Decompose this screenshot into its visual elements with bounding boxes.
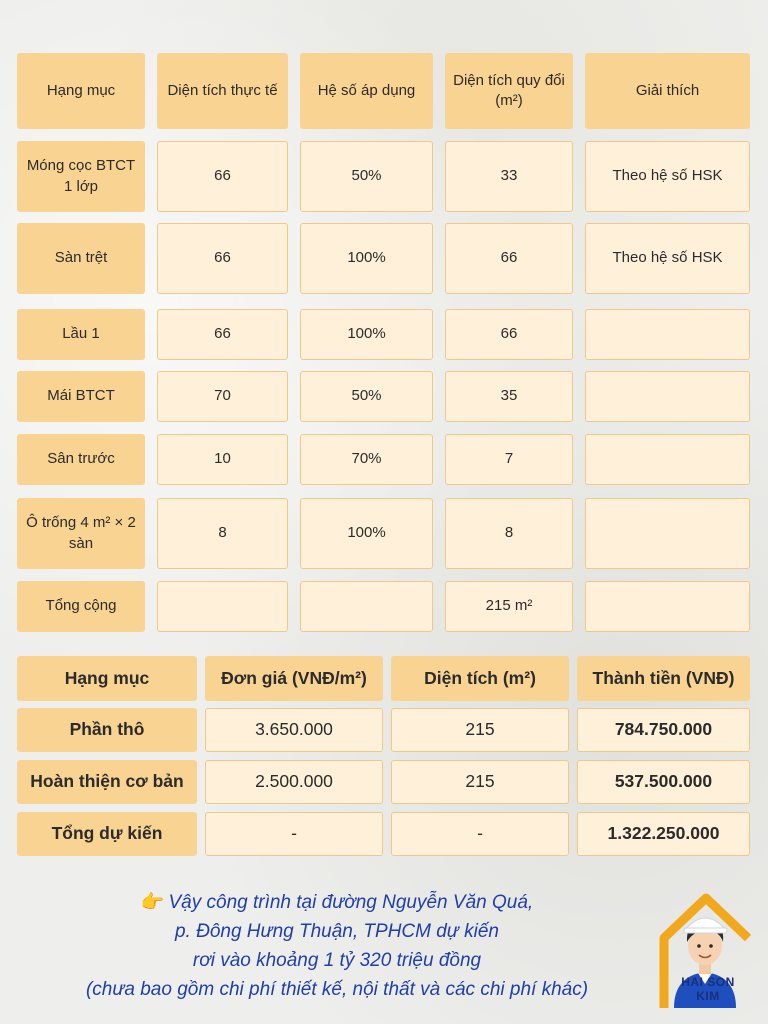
table-cell: 784.750.000	[577, 708, 750, 752]
summary-line-2: p. Đông Hưng Thuận, TPHCM dự kiến	[174, 921, 499, 942]
row-label: Tổng dự kiến	[17, 812, 197, 856]
summary-note	[22, 888, 652, 1004]
table-cell: 100%	[300, 498, 433, 569]
row-label: Tổng cộng	[17, 581, 145, 632]
col-category-header: Hạng mục	[17, 53, 145, 129]
row-label: Sân trước	[17, 434, 145, 485]
row-label: Ô trống 4 m² × 2 sàn	[17, 498, 145, 569]
table-cell: 8	[445, 498, 573, 569]
table-cell: 50%	[300, 141, 433, 212]
table-cell: 66	[157, 309, 288, 360]
col-converted-area-header: Diện tích quy đổi (m²)	[445, 53, 573, 129]
table-cell: 35	[445, 371, 573, 422]
table-cell: -	[391, 812, 569, 856]
table-cell: 1.322.250.000	[577, 812, 750, 856]
table-cell: 215 m²	[445, 581, 573, 632]
table-cell	[585, 371, 750, 422]
table-cell: 3.650.000	[205, 708, 383, 752]
col-explanation-header: Giải thích	[585, 53, 750, 129]
table-cell	[585, 434, 750, 485]
table-cell: 66	[445, 223, 573, 294]
table-cell: 66	[445, 309, 573, 360]
table-cell: 2.500.000	[205, 760, 383, 804]
table-cell: 70	[157, 371, 288, 422]
summary-line-3: rơi vào khoảng 1 tỷ 320 triệu đồng	[192, 950, 482, 971]
summary-line-4: (chưa bao gồm chi phí thiết kế, nội thất và các chi phí khác)	[85, 979, 589, 1000]
table-cell: 215	[391, 760, 569, 804]
table-cell	[585, 581, 750, 632]
col-unit-price-header: Đơn giá (VNĐ/m²)	[205, 656, 383, 701]
table-cell: 66	[157, 223, 288, 294]
table-cell: 50%	[300, 371, 433, 422]
table-cell	[585, 309, 750, 360]
table-cell: 8	[157, 498, 288, 569]
pointing-hand-icon: 👉	[140, 892, 165, 913]
table-cell: Theo hệ số HSK	[585, 141, 750, 212]
logo-text: HAI SON KIM	[681, 975, 735, 1003]
table-cell: 100%	[300, 223, 433, 294]
row-label: Hoàn thiện cơ bản	[17, 760, 197, 804]
row-label: Phần thô	[17, 708, 197, 752]
row-label: Sàn trệt	[17, 223, 145, 294]
col-area-header: Diện tích (m²)	[391, 656, 569, 701]
table-cell	[157, 581, 288, 632]
col-actual-area-header: Diện tích thực tế	[157, 53, 288, 129]
table-cell: 537.500.000	[577, 760, 750, 804]
row-label: Móng cọc BTCT 1 lớp	[17, 141, 145, 212]
col-category-header: Hạng mục	[17, 656, 197, 701]
table-cell: 100%	[300, 309, 433, 360]
col-amount-header: Thành tiền (VNĐ)	[577, 656, 750, 701]
table-cell: -	[205, 812, 383, 856]
table-cell: Theo hệ số HSK	[585, 223, 750, 294]
col-coefficient-header: Hệ số áp dụng	[300, 53, 433, 129]
table-cell: 10	[157, 434, 288, 485]
table-cell	[585, 498, 750, 569]
table-cell: 70%	[300, 434, 433, 485]
summary-line-1: 👉 Vậy công trình tại đường Nguyễn Văn Quá,	[140, 892, 534, 913]
table-cell: 33	[445, 141, 573, 212]
table-cell	[300, 581, 433, 632]
row-label: Mái BTCT	[17, 371, 145, 422]
row-label: Lầu 1	[17, 309, 145, 360]
table-cell: 66	[157, 141, 288, 212]
table-cell: 7	[445, 434, 573, 485]
table-cell: 215	[391, 708, 569, 752]
